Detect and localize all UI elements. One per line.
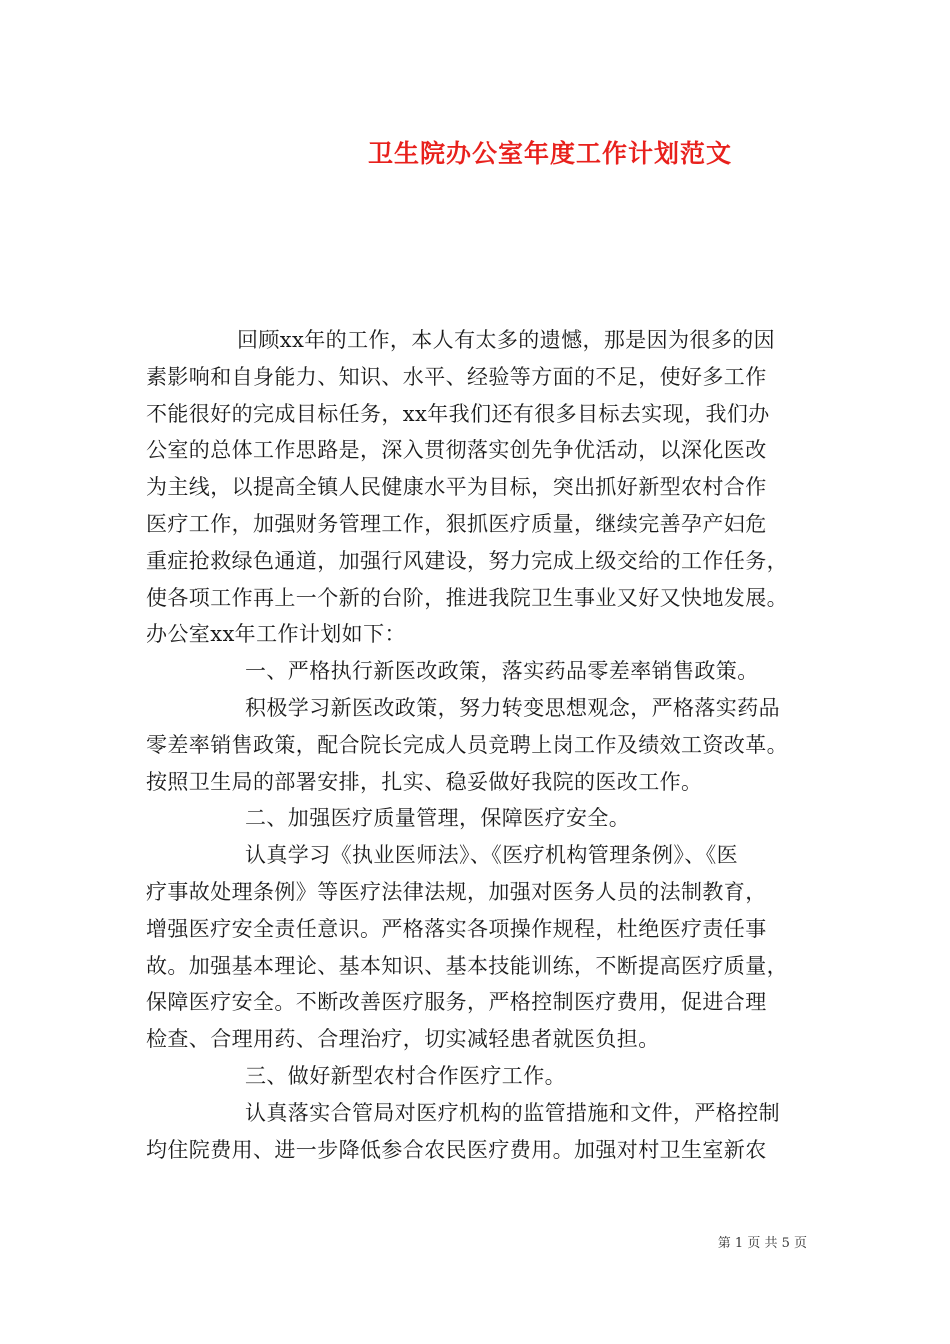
- section-heading: 三、做好新型农村合作医疗工作。: [245, 1063, 566, 1088]
- paragraph-line: 重症抢救绿色通道，加强行风建设，努力完成上级交给的工作任务，: [146, 548, 788, 573]
- paragraph-line: 公室的总体工作思路是，深入贯彻落实创先争优活动，以深化医改: [146, 438, 767, 463]
- document-body: [146, 322, 826, 1168]
- page-footer: 第 1 页 共 5 页: [717, 1236, 807, 1251]
- paragraph-line: 检查、合理用药、合理治疗，切实减轻患者就医负担。: [146, 1027, 660, 1052]
- section-heading: 二、加强医疗质量管理，保障医疗安全。: [245, 806, 631, 831]
- paragraph-line: 医疗工作，加强财务管理工作，狠抓医疗质量，继续完善孕产妇危: [146, 511, 767, 536]
- paragraph-line: 均住院费用、进一步降低参合农民医疗费用。加强对村卫生室新农: [146, 1137, 767, 1162]
- paragraph-line: 办公室xx年工作计划如下：: [146, 622, 406, 647]
- paragraph-line: 回顾xx年的工作，本人有太多的遗憾，那是因为很多的因: [237, 328, 776, 352]
- paragraph-line: 为主线，以提高全镇人民健康水平为目标，突出抓好新型农村合作: [146, 475, 767, 500]
- paragraph-line: 认真学习《执业医师法》、《医疗机构管理条例》、《医: [245, 843, 738, 868]
- paragraph-line: 零差率销售政策，配合院长完成人员竞聘上岗工作及绩效工资改革。: [146, 732, 788, 757]
- paragraph-line: 疗事故处理条例》等医疗法律法规，加强对医务人员的法制教育，: [146, 879, 767, 904]
- paragraph-line: 不能很好的完成目标任务，xx年我们还有很多目标去实现，我们办: [146, 401, 770, 426]
- paragraph-line: 积极学习新医改政策，努力转变思想观念，严格落实药品: [245, 695, 780, 720]
- paragraph-line: 故。加强基本理论、基本知识、基本技能训练，不断提高医疗质量，: [146, 953, 788, 978]
- paragraph-line: 认真落实合管局对医疗机构的监管措施和文件，严格控制: [245, 1100, 780, 1125]
- page-title: 卫生院办公室年度工作计划范文: [367, 139, 732, 168]
- paragraph-line: 素影响和自身能力、知识、水平、经验等方面的不足，使好多工作: [146, 364, 767, 389]
- paragraph-line: 按照卫生局的部署安排，扎实、稳妥做好我院的医改工作。: [146, 769, 703, 794]
- paragraph-line: 保障医疗安全。不断改善医疗服务，严格控制医疗费用，促进合理: [146, 990, 767, 1015]
- section-heading: 一、严格执行新医改政策，落实药品零差率销售政策。: [245, 659, 759, 684]
- paragraph-line: 增强医疗安全责任意识。严格落实各项操作规程，杜绝医疗责任事: [146, 916, 767, 941]
- paragraph-line: 使各项工作再上一个新的台阶，推进我院卫生事业又好又快地发展。: [146, 585, 788, 610]
